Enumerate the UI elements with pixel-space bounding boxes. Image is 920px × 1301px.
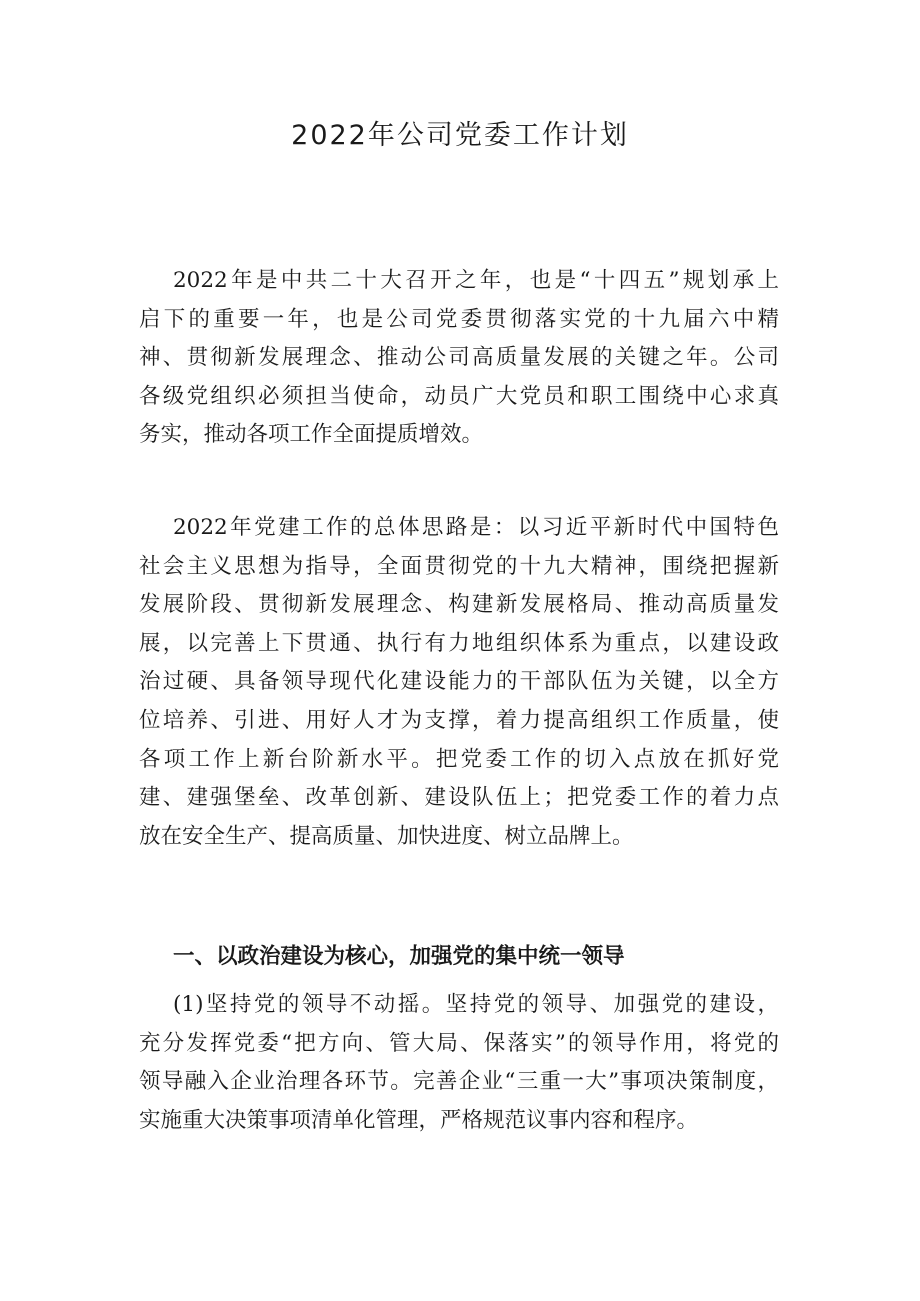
text-line: 启下的重要一年，也是公司党委贯彻落实党的十九届六中精 xyxy=(139,306,779,332)
paragraph-overall-approach xyxy=(139,509,779,856)
text-line: 领导融入企业治理各环节。完善企业“三重一大”事项决策制度， xyxy=(139,1069,779,1095)
text-line: 各级党组织必须担当使命，动员广大党员和职工围绕中心求真 xyxy=(139,383,779,409)
text-line: 位培养、引进、用好人才为支撑，着力提高组织工作质量，使 xyxy=(139,707,779,733)
text-line: 各项工作上新台阶新水平。把党委工作的切入点放在抓好党 xyxy=(139,746,779,772)
paragraph-intro xyxy=(139,262,779,455)
text-line: (1)坚持党的领导不动摇。坚持党的领导、加强党的建设， xyxy=(173,992,779,1017)
text-line: 务实，推动各项工作全面提质增效。 xyxy=(139,422,484,448)
text-line: 放在安全生产、提高质量、加快进度、树立品牌上。 xyxy=(139,823,634,849)
text-line: 建、建强堡垒、改革创新、建设队伍上；把党委工作的着力点 xyxy=(139,785,779,811)
document-title: 2022年公司党委工作计划 xyxy=(291,120,629,151)
text-line: 充分发挥党委“把方向、管大局、保落实”的领导作用，将党的 xyxy=(139,1030,779,1056)
paragraph-section-1 xyxy=(139,986,779,1140)
text-line: 发展阶段、贯彻新发展理念、构建新发展格局、推动高质量发 xyxy=(139,592,779,618)
section-heading: 一、以政治建设为核心，加强党的集中统一领导 xyxy=(173,944,625,969)
text-line: 2022年是中共二十大召开之年，也是“十四五”规划承上 xyxy=(173,268,779,293)
text-line: 2022年党建工作的总体思路是：以习近平新时代中国特色 xyxy=(173,515,779,540)
text-line: 实施重大决策事项清单化管理，严格规范议事内容和程序。 xyxy=(139,1107,699,1133)
text-line: 社会主义思想为指导，全面贯彻党的十九大精神，围绕把握新 xyxy=(139,553,779,579)
text-line: 神、贯彻新发展理念、推动公司高质量发展的关键之年。公司 xyxy=(139,345,779,371)
text-line: 治过硬、具备领导现代化建设能力的干部队伍为关键，以全方 xyxy=(139,669,779,695)
text-line: 展，以完善上下贯通、执行有力地组织体系为重点，以建设政 xyxy=(139,630,779,656)
